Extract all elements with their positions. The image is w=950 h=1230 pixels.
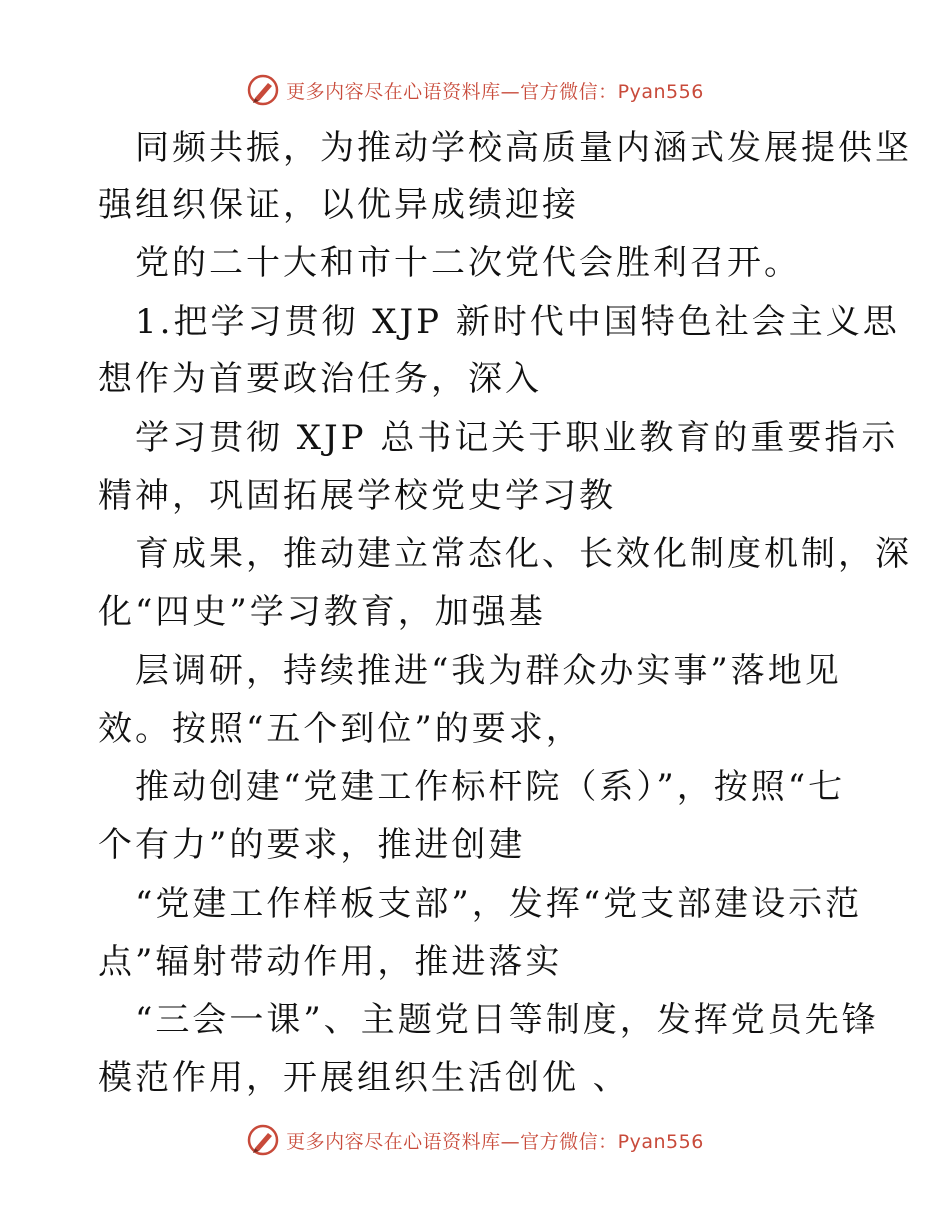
body-line: 模范作用，开展组织生活创优 、 — [98, 1058, 630, 1098]
body-line: 层调研，持续推进“我为群众办实事”落地见 — [135, 651, 842, 691]
body-line: 精神，巩固拓展学校党史学习教 — [98, 476, 616, 516]
header-watermark-banner — [0, 68, 950, 112]
pen-circle-logo-icon — [246, 1123, 280, 1157]
body-line: 1.把学习贯彻 XJP 新时代中国特色社会主义思 — [135, 302, 900, 342]
footer-watermark-banner — [0, 1118, 950, 1162]
body-line: 想作为首要政治任务，深入 — [98, 359, 542, 399]
body-line: 点”辐射带动作用，推进落实 — [98, 942, 563, 982]
body-line: 学习贯彻 XJP 总书记关于职业教育的重要指示 — [135, 418, 899, 458]
body-line: 同频共振，为推动学校高质量内涵式发展提供坚 — [135, 128, 912, 168]
body-line: 育成果，推动建立常态化、长效化制度机制，深 — [135, 534, 912, 574]
body-line: “党建工作样板支部”，发挥“党支部建设示范 — [135, 884, 863, 924]
body-line: 效。按照“五个到位”的要求， — [98, 709, 583, 749]
body-line: 推动创建“党建工作标杆院（系）”，按照“七 — [135, 767, 846, 807]
footer-watermark-text: 更多内容尽在心语资料库—官方微信：Pyan556 — [286, 1130, 704, 1153]
body-line: 个有力”的要求，推进创建 — [98, 825, 526, 865]
body-line: 强组织保证，以优异成绩迎接 — [98, 185, 579, 225]
header-watermark-text: 更多内容尽在心语资料库—官方微信：Pyan556 — [286, 80, 704, 103]
body-line: “三会一课”、主题党日等制度，发挥党员先锋 — [135, 1000, 879, 1040]
pen-circle-logo-icon — [246, 73, 280, 107]
body-line: 化“四史”学习教育，加强基 — [98, 592, 546, 632]
body-line: 党的二十大和市十二次党代会胜利召开。 — [135, 243, 801, 283]
